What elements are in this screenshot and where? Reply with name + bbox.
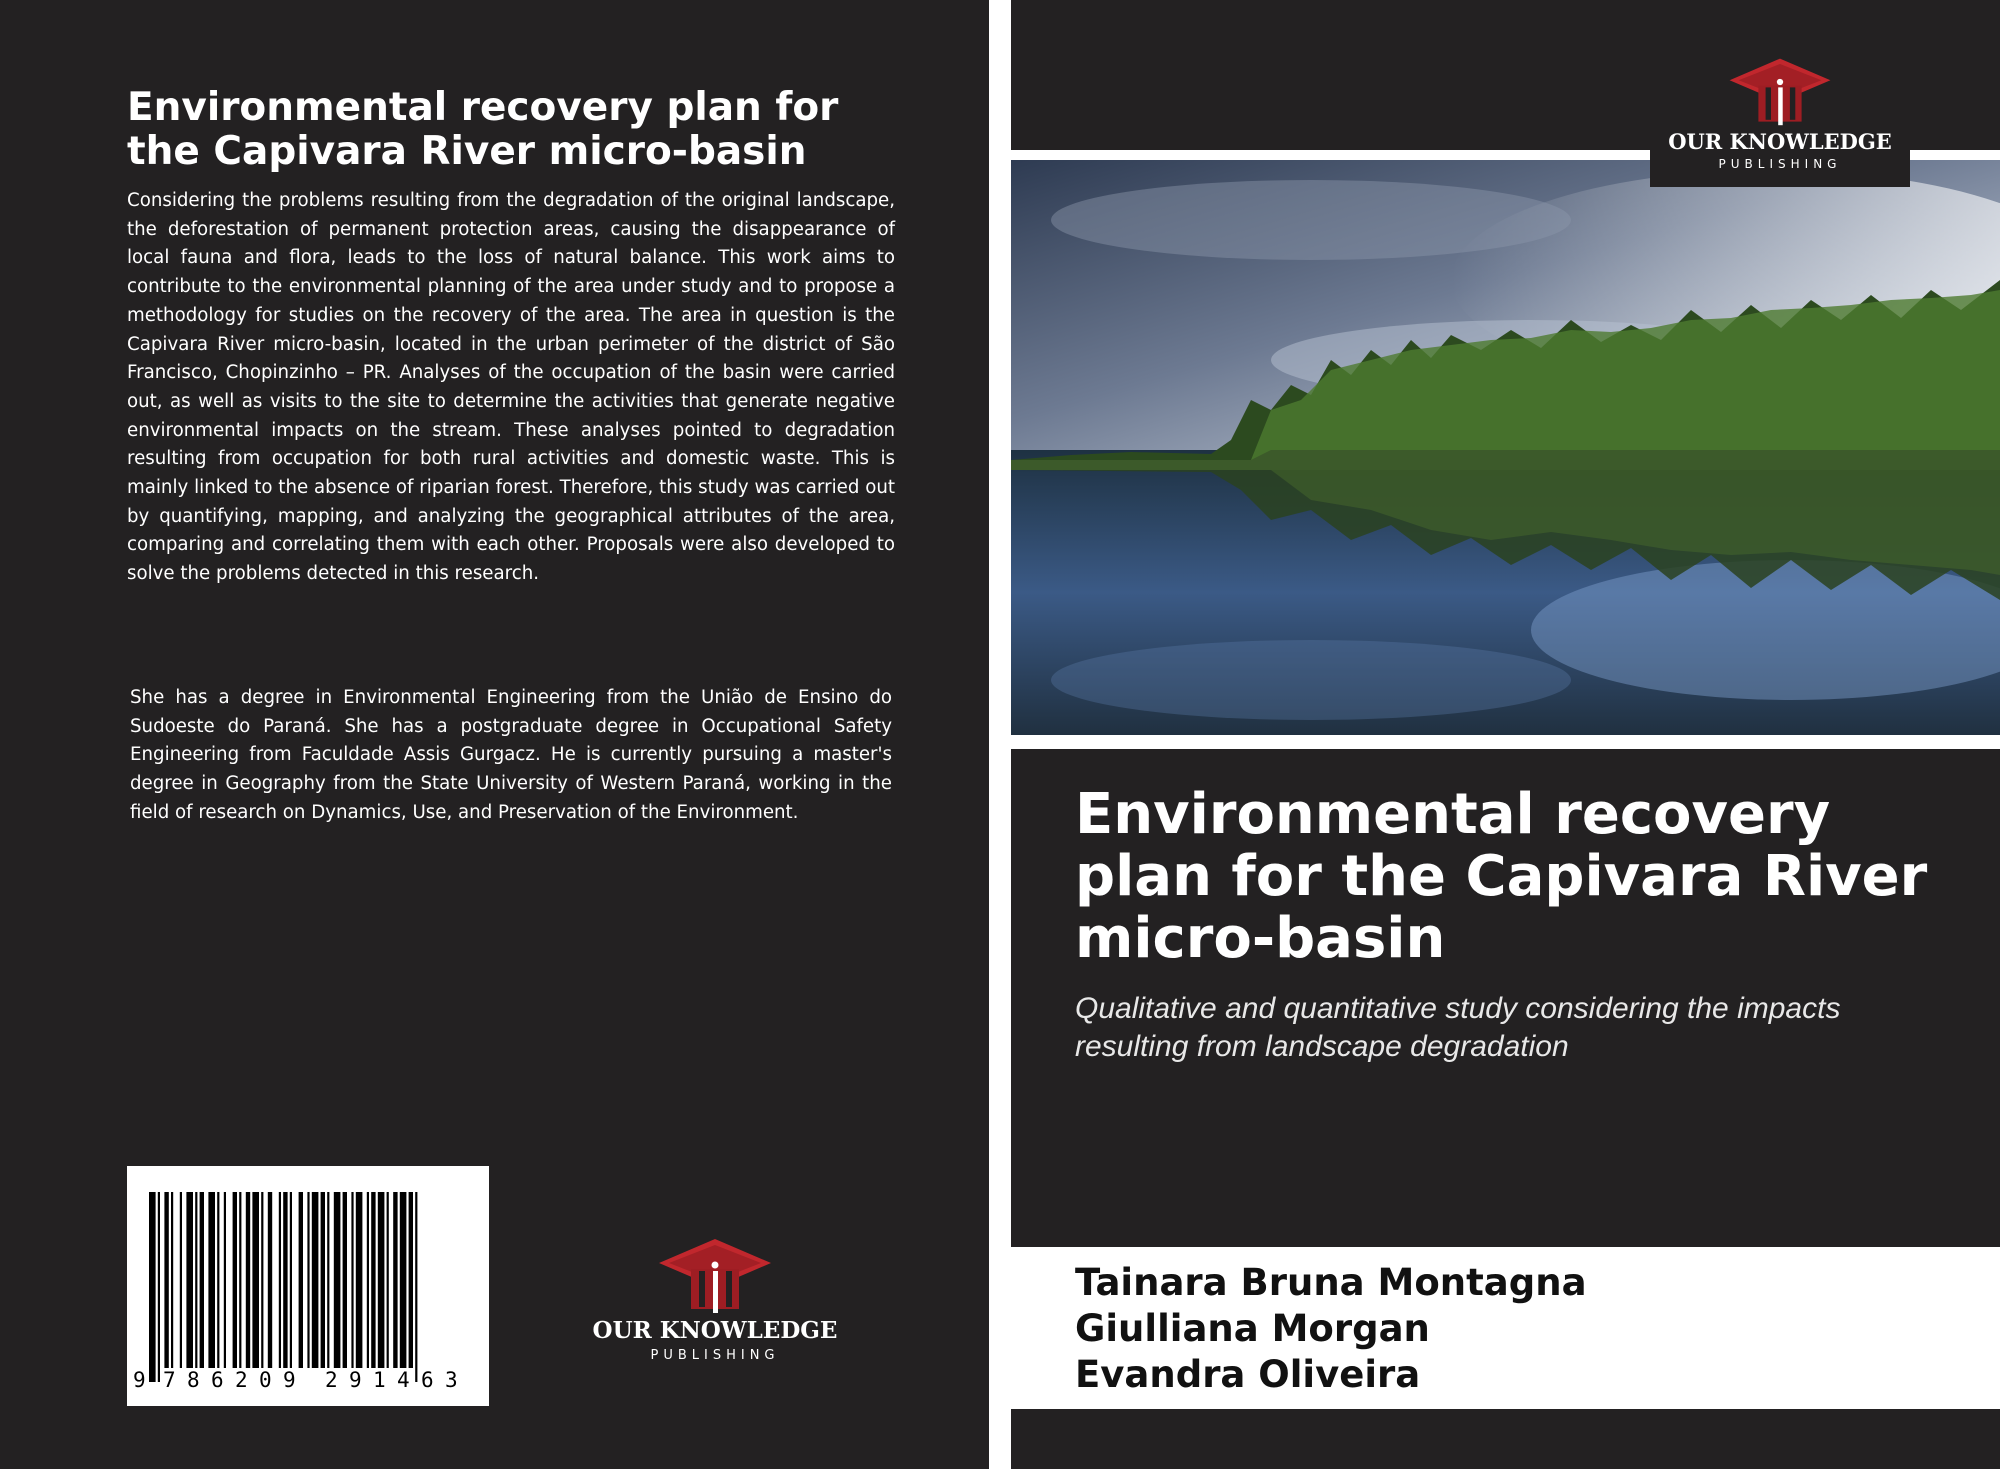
- barcode-bar: [307, 1192, 309, 1368]
- isbn-digit: 7: [163, 1368, 176, 1392]
- barcode-bar: [158, 1192, 160, 1382]
- barcode-bar: [279, 1192, 281, 1368]
- barcode-bar: [171, 1192, 173, 1368]
- isbn-digit: 9: [133, 1368, 146, 1392]
- barcode-bar: [351, 1192, 353, 1368]
- barcode-bar: [200, 1192, 204, 1368]
- isbn-digit: 3: [445, 1368, 458, 1392]
- isbn-digit: 9: [283, 1368, 296, 1392]
- isbn-digit: 1: [373, 1368, 386, 1392]
- barcode-bar: [393, 1192, 397, 1368]
- barcode-bar: [252, 1192, 259, 1368]
- barcode-bar: [371, 1192, 375, 1368]
- barcode-bar: [299, 1192, 303, 1368]
- isbn-digit: 6: [211, 1368, 224, 1392]
- publisher-tagline: PUBLISHING: [1718, 157, 1842, 171]
- barcode-bar: [283, 1192, 287, 1368]
- front-bottom-band: [1011, 1409, 2000, 1469]
- barcode-bar: [246, 1192, 250, 1368]
- barcode-bar: [149, 1192, 156, 1382]
- front-publisher-logo: [1650, 55, 1910, 171]
- barcode-bar: [290, 1192, 292, 1368]
- publisher-name: OUR KNOWLEDGE: [592, 1317, 838, 1344]
- author-bio: She has a degree in Environmental Engineering from the União de Ensino do Sudoeste do Paraná. She has a postgraduate degree in Occupational Safety Engineering from Faculdade Assis Gurgacz. He is currently pursuing a master's degree in Geography from the State University of Western Paraná, working in the field of research on Dynamics, Use, and Preservation of the Environment.: [130, 687, 892, 823]
- author-name: Giulliana Morgan: [1075, 1307, 1430, 1350]
- barcode-bar: [356, 1192, 363, 1368]
- isbn-barcode: [127, 1166, 489, 1406]
- graduation-cap-icon: [655, 1235, 775, 1315]
- barcode-bar: [415, 1192, 417, 1382]
- barcode-bar: [186, 1192, 193, 1368]
- barcode-bar: [367, 1192, 369, 1368]
- isbn-digit: 2: [235, 1368, 248, 1392]
- barcode-bar: [387, 1192, 389, 1368]
- barcode-bar: [239, 1192, 241, 1368]
- author-list: [1075, 1260, 1955, 1398]
- barcode-bar: [400, 1192, 407, 1368]
- barcode-bar: [164, 1192, 168, 1368]
- barcode-bar: [327, 1192, 329, 1368]
- isbn-digit: 4: [397, 1368, 410, 1392]
- front-cover-title: Environmental recovery plan for the Capivara River micro-basin: [1075, 782, 1928, 971]
- cover-gap: [989, 0, 1011, 1469]
- barcode-bar: [334, 1192, 341, 1368]
- barcode-bar: [378, 1192, 385, 1368]
- barcode-bar: [233, 1192, 237, 1368]
- isbn-digit: 8: [187, 1368, 200, 1392]
- isbn-digit: 0: [259, 1368, 272, 1392]
- front-cover-subtitle: Qualitative and quantitative study considering the impacts resulting from landscape degradation: [1075, 992, 1841, 1063]
- isbn-digit: 9: [349, 1368, 362, 1392]
- barcode-bar: [180, 1192, 182, 1368]
- book-blurb: Considering the problems resulting from the degradation of the original landscape, the deforestation of permanent protection areas, causing the disappearance of local fauna and flora, leads to the loss of natural balance. This work aims to contribute to the environmental planning of the area under study and to propose a methodology for studies on the recovery of the area. The area in question is the Capivara River micro-basin, located in the urban perimeter of the district of São Francisco, Chopinzinho – PR. Analyses of the occupation of the basin were carried out, as well as visits to the site to determine the activities that generate negative environmental impacts on the stream. These analyses pointed to degradation resulting from occupation for both rural activities and domestic waste. This is mainly linked to the absence of riparian forest. Therefore, this study was carried out by quantifying, mapping, and analyzing the geographical attributes of the area, comparing and correlating them with each other. Proposals were also developed to solve the problems detected in this research.: [127, 190, 895, 585]
- isbn-number: [127, 1368, 489, 1398]
- back-cover-title: Environmental recovery plan for the Capivara River micro-basin: [127, 85, 839, 174]
- barcode-bar: [343, 1192, 347, 1368]
- isbn-digit: 6: [421, 1368, 434, 1392]
- barcode-bar: [321, 1192, 325, 1368]
- lake-forest-reflection-image: [1011, 160, 2000, 735]
- publisher-tagline: PUBLISHING: [650, 1348, 780, 1363]
- barcode-bar: [268, 1192, 272, 1368]
- graduation-cap-icon: [1725, 55, 1835, 127]
- author-name: Evandra Oliveira: [1075, 1353, 1421, 1396]
- barcode-bar: [312, 1192, 319, 1368]
- back-publisher-logo: [590, 1235, 840, 1363]
- barcode-bar: [208, 1192, 215, 1368]
- publisher-name: OUR KNOWLEDGE: [1668, 129, 1892, 154]
- barcode-bar: [217, 1192, 219, 1368]
- author-name: Tainara Bruna Montagna: [1075, 1261, 1587, 1304]
- barcode-bar: [195, 1192, 197, 1368]
- barcode-bar: [224, 1192, 226, 1368]
- isbn-digit: 2: [325, 1368, 338, 1392]
- barcode-bar: [409, 1192, 413, 1368]
- barcode-bar: [261, 1192, 263, 1368]
